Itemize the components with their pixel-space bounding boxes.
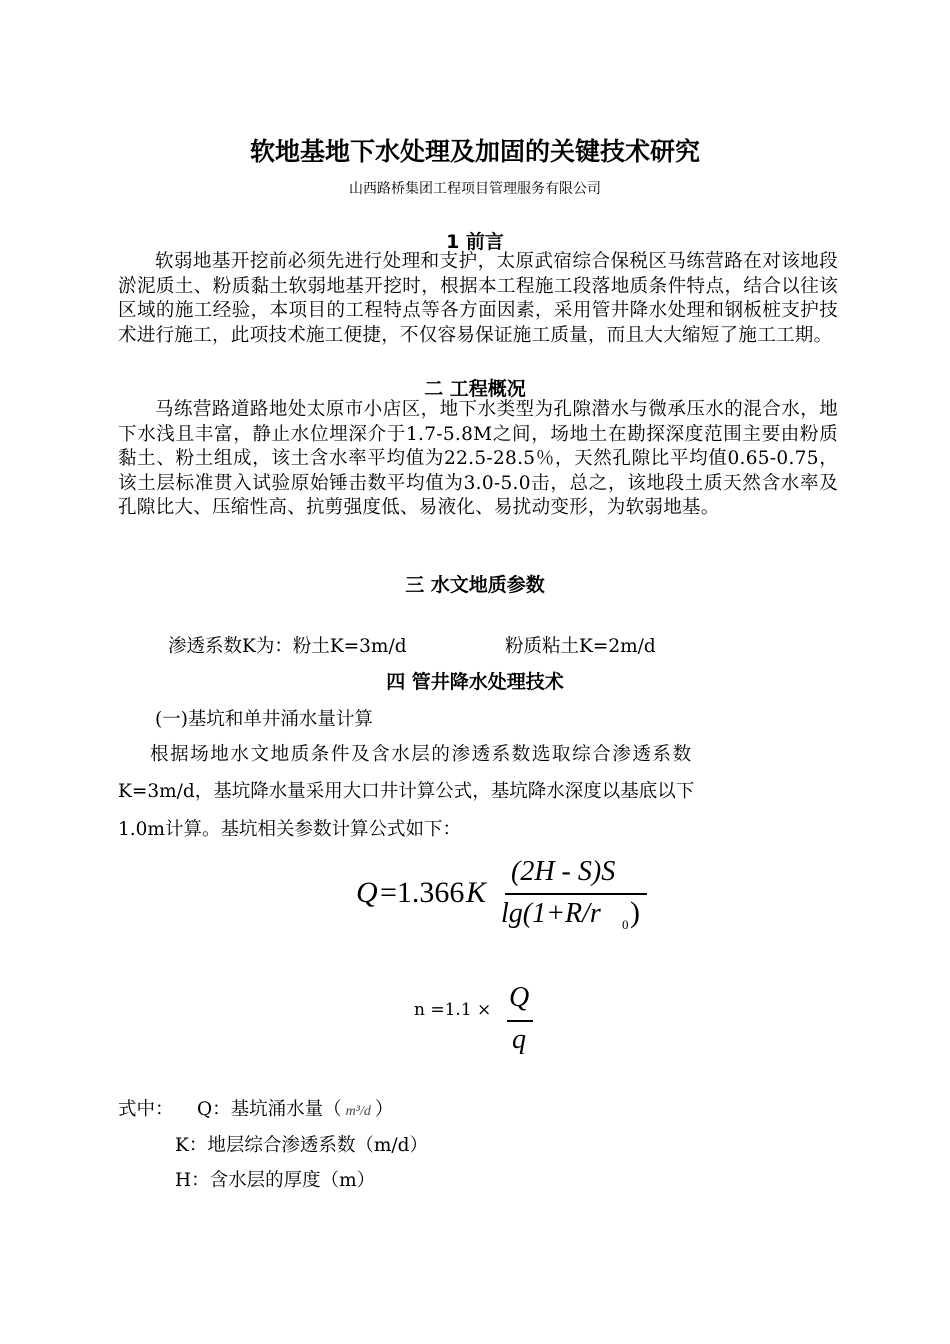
formula-lhs-q: Q [356, 876, 378, 909]
section-heading-2: 二 工程概况 [424, 378, 526, 400]
where-q [197, 1095, 393, 1121]
page-title: 软地基地下水处理及加固的关键技术研究 [249, 137, 700, 166]
formula-close-paren: ) [630, 896, 640, 929]
where-label: 式中： [118, 1099, 174, 1120]
permeability-silt: 渗透系数K为：粉土K=3m/d [168, 636, 407, 657]
section-heading-3: 三 水文地质参数 [405, 574, 545, 596]
where-h: H：含水层的厚度（m） [175, 1170, 376, 1191]
section-heading-1: 1 前言 [446, 231, 504, 253]
section-1-body: 软弱地基开挖前必须先进行处理和支护，太原武宿综合保税区马练营路在对该地段淤泥质土、粉质黏土软弱地基开挖时，根据本工程施工段落地质条件特点，结合以往该区域的施工经验，本项目的工程特点等各方面因素，采用管井降水处理和钢板桩支护技术进行施工，此项技术施工便捷，不仅容易保证施工质量，而且大大缩短了施工工期。 [118, 251, 838, 346]
formula2-denominator: q [512, 1024, 526, 1055]
fraction-bar [505, 893, 647, 895]
body-line-1: 根据场地水文地质条件及含水层的渗透系数选取综合渗透系数 [150, 744, 693, 765]
where-q-text: Q：基坑涌水量（ [197, 1099, 342, 1120]
where-k: K：地层综合渗透系数（m/d） [175, 1135, 428, 1156]
formula-coefficient: =1.366 [380, 876, 465, 909]
permeability-silty-clay: 粉质粘土K=2m/d [505, 636, 656, 657]
fraction-bar-2 [507, 1020, 533, 1022]
formula-denominator: lg(1+R/r [501, 898, 601, 929]
organization: 山西路桥集团工程项目管理服务有限公司 [349, 181, 601, 197]
formula-numerator: (2H - S)S [511, 856, 616, 887]
where-q-unit: m³/d [345, 1104, 371, 1119]
body-line-3: 1.0m计算。基坑相关参数计算公式如下： [118, 819, 461, 840]
where-q-close: ） [374, 1099, 394, 1120]
formula2-lhs: n =1.1 × [414, 1000, 492, 1020]
formula-subscript: 0 [622, 917, 629, 932]
body-line-2: K=3m/d，基坑降水量采用大口井计算公式，基坑降水深度以基底以下 [118, 781, 695, 802]
formula2-numerator: Q [509, 982, 530, 1013]
section-2-body: 马练营路道路地处太原市小店区，地下水类型为孔隙潜水与微承压水的混合水，地下水浅且丰富，静止水位埋深介于1.7-5.8M之间，场地土在勘探深度范围主要由粉质黏土、粉土组成，该土含水率平均值为22.5-28.5％，天然孔隙比平均值0.65-0.75，该土层标准贯入试验原始锤击数平均值为3.0-5.0击，总之，该地段土质天然含水率及孔隙比大、压缩性高、抗剪强度低、易液化、易扰动变形，为软弱地基。 [118, 399, 838, 518]
formula-k: K [466, 876, 487, 909]
section-heading-4: 四 管井降水处理技术 [386, 671, 564, 693]
subsection-heading: (一)基坑和单井涌水量计算 [155, 709, 373, 730]
